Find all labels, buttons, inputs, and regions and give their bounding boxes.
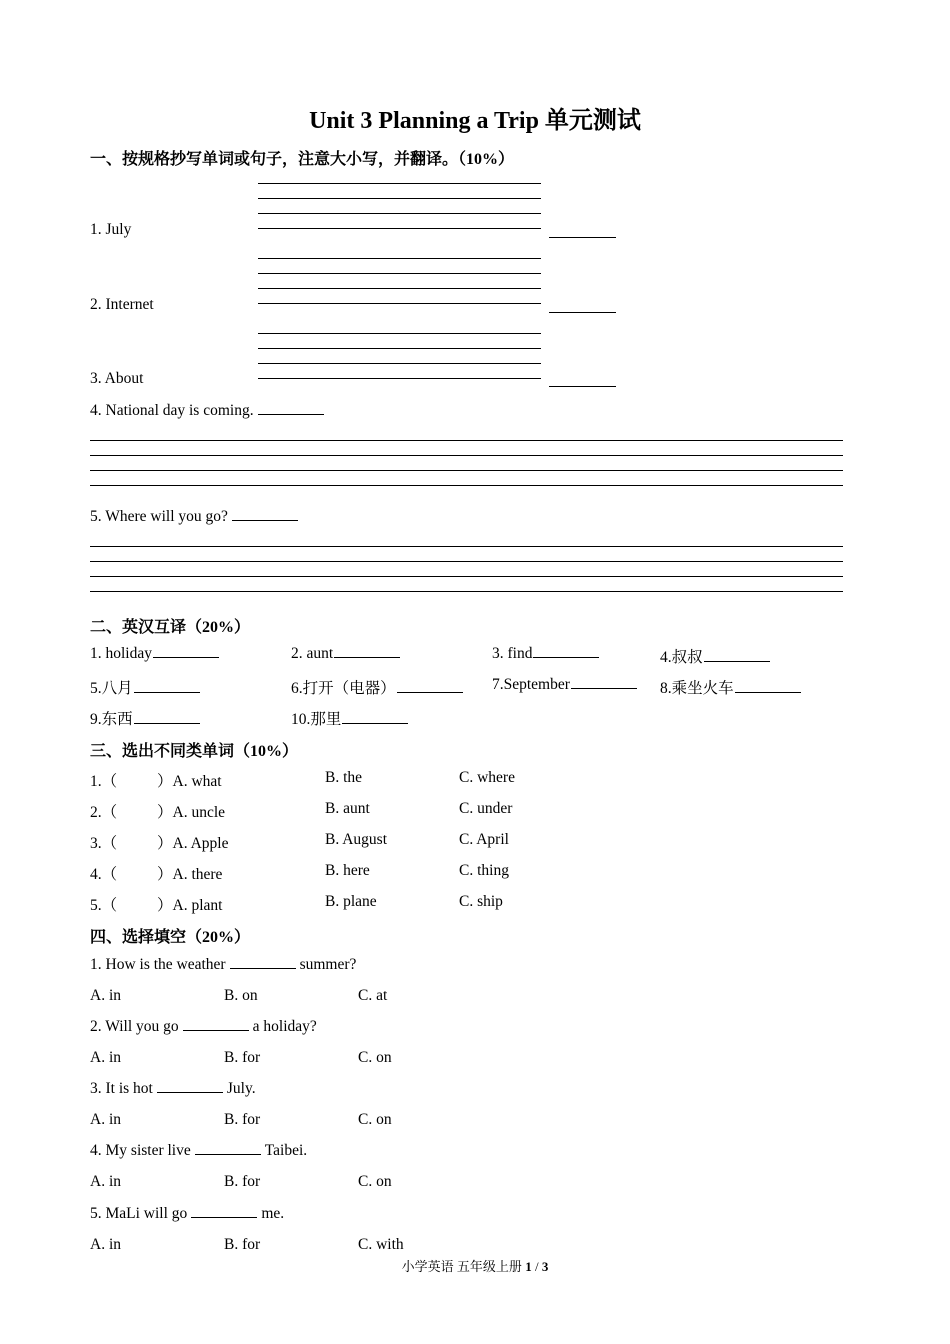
fill-option-b-2[interactable]: B. for xyxy=(224,1049,261,1066)
fill-question-3 xyxy=(90,1080,256,1098)
fill-question-3-after: July. xyxy=(226,1080,256,1097)
fill-question-2 xyxy=(90,1018,317,1036)
translate-blank-8[interactable] xyxy=(735,680,801,693)
translate-blank-4[interactable] xyxy=(704,649,770,662)
odd-one-num-1: 1.（ xyxy=(90,773,118,790)
odd-one-num-3: 3.（ xyxy=(90,835,118,852)
translate-blank-5[interactable] xyxy=(134,680,200,693)
odd-one-option-a-2[interactable]: ）A. uncle xyxy=(157,804,226,821)
section-2-heading: 二、英汉互译（20%） xyxy=(90,619,251,636)
odd-one-option-b-5[interactable]: B. plane xyxy=(325,893,377,910)
fill-blank-5[interactable] xyxy=(191,1205,257,1218)
copy-lines-5[interactable] xyxy=(90,546,843,594)
copy-lines-4[interactable] xyxy=(90,440,843,488)
section-3-heading: 三、选出不同类单词（10%） xyxy=(90,743,299,760)
odd-one-option-b-3[interactable]: B. August xyxy=(325,831,388,848)
odd-one-option-b-2[interactable]: B. aunt xyxy=(325,800,370,817)
fill-option-c-1[interactable]: C. at xyxy=(358,987,388,1004)
translate-item-5-label: 5.八月 xyxy=(90,680,133,697)
translate-item-9-label: 9.东西 xyxy=(90,711,133,728)
page-total: 3 xyxy=(541,1259,549,1274)
odd-one-option-a-4[interactable]: ）A. there xyxy=(157,866,223,883)
translate-item-3-label: 3. find xyxy=(492,645,533,662)
word-internet: 2. Internet xyxy=(90,296,154,313)
copy-lines-2[interactable] xyxy=(258,258,541,306)
page-title: Unit 3 Planning a Trip 单元测试 xyxy=(309,108,641,134)
fill-blank-4[interactable] xyxy=(195,1142,261,1155)
fill-option-c-2[interactable]: C. on xyxy=(358,1049,392,1066)
translate-item-5 xyxy=(90,676,200,698)
translate-blank-7[interactable] xyxy=(571,676,637,689)
sentence-4-text: 4. National day is coming. xyxy=(90,402,254,419)
fill-option-c-4[interactable]: C. on xyxy=(358,1173,392,1190)
fill-option-c-5[interactable]: C. with xyxy=(358,1236,404,1253)
odd-one-option-b-1[interactable]: B. the xyxy=(325,769,363,786)
translate-item-4 xyxy=(660,645,770,667)
fill-option-a-3[interactable]: A. in xyxy=(90,1111,121,1128)
fill-question-5 xyxy=(90,1205,284,1223)
translate-blank-10[interactable] xyxy=(342,711,408,724)
odd-one-option-c-4[interactable]: C. thing xyxy=(459,862,509,879)
odd-one-num-5: 5.（ xyxy=(90,897,118,914)
fill-option-a-5[interactable]: A. in xyxy=(90,1236,121,1253)
page-footer xyxy=(0,1256,950,1275)
odd-one-option-c-1[interactable]: C. where xyxy=(459,769,515,786)
fill-blank-3[interactable] xyxy=(157,1080,223,1093)
translate-item-2-label: 2. aunt xyxy=(291,645,334,662)
fill-option-a-4[interactable]: A. in xyxy=(90,1173,121,1190)
odd-one-option-c-5[interactable]: C. ship xyxy=(459,893,503,910)
odd-one-option-a-3[interactable]: ）A. Apple xyxy=(157,835,229,852)
fill-option-a-1[interactable]: A. in xyxy=(90,987,121,1004)
fill-question-2-after: a holiday? xyxy=(252,1018,317,1035)
word-about: 3. About xyxy=(90,370,144,387)
word-july: 1. July xyxy=(90,221,132,238)
odd-one-option-c-2[interactable]: C. under xyxy=(459,800,513,817)
fill-question-1-before: 1. How is the weather xyxy=(90,956,226,973)
odd-one-num-2: 2.（ xyxy=(90,804,118,821)
page-separator: / xyxy=(534,1259,539,1274)
translate-blank-6[interactable] xyxy=(397,680,463,693)
odd-one-option-a-1[interactable]: ）A. what xyxy=(157,773,222,790)
fill-option-b-1[interactable]: B. on xyxy=(224,987,258,1004)
odd-one-option-a-5[interactable]: ）A. plant xyxy=(157,897,223,914)
translation-blank-2[interactable] xyxy=(549,299,616,313)
translate-blank-2[interactable] xyxy=(334,645,400,658)
translate-blank-1[interactable] xyxy=(153,645,219,658)
fill-option-b-4[interactable]: B. for xyxy=(224,1173,261,1190)
translate-blank-9[interactable] xyxy=(134,711,200,724)
fill-question-5-after: me. xyxy=(261,1205,285,1222)
translate-item-10 xyxy=(291,707,408,729)
sentence-5-text: 5. Where will you go? xyxy=(90,508,228,525)
fill-question-4-after: Taibei. xyxy=(264,1142,308,1159)
fill-blank-1[interactable] xyxy=(230,956,296,969)
translate-item-10-label: 10.那里 xyxy=(291,711,342,728)
section-4-heading: 四、选择填空（20%） xyxy=(90,929,251,946)
fill-option-b-3[interactable]: B. for xyxy=(224,1111,261,1128)
translate-item-7 xyxy=(492,676,637,694)
translate-item-8-label: 8.乘坐火车 xyxy=(660,680,734,697)
copy-lines-3[interactable] xyxy=(258,333,541,381)
translation-blank-3[interactable] xyxy=(549,373,616,387)
footer-text: 小学英语 五年级上册 xyxy=(401,1259,522,1274)
sentence-5 xyxy=(90,508,298,526)
translation-blank-1[interactable] xyxy=(549,224,616,238)
translate-item-6-label: 6.打开（电器） xyxy=(291,680,396,697)
translate-item-4-label: 4.叔叔 xyxy=(660,649,703,666)
fill-option-a-2[interactable]: A. in xyxy=(90,1049,121,1066)
translate-item-1-label: 1. holiday xyxy=(90,645,152,662)
sentence-4 xyxy=(90,402,324,420)
fill-option-c-3[interactable]: C. on xyxy=(358,1111,392,1128)
translate-item-8 xyxy=(660,676,801,698)
fill-question-1-after: summer? xyxy=(299,956,357,973)
odd-one-option-b-4[interactable]: B. here xyxy=(325,862,370,879)
translate-item-9 xyxy=(90,707,200,729)
copy-lines-1[interactable] xyxy=(258,183,541,231)
translation-blank-4[interactable] xyxy=(258,402,324,415)
translate-item-1 xyxy=(90,645,219,663)
section-1-heading: 一、按规格抄写单词或句子，注意大小写，并翻译。（10%） xyxy=(90,151,515,168)
fill-blank-2[interactable] xyxy=(183,1018,249,1031)
odd-one-option-c-3[interactable]: C. April xyxy=(459,831,509,848)
odd-one-num-4: 4.（ xyxy=(90,866,118,883)
page-number: 1 xyxy=(525,1259,532,1274)
translate-item-3 xyxy=(492,645,599,663)
fill-question-5-before: 5. MaLi will go xyxy=(90,1205,188,1222)
translate-item-7-label: 7.September xyxy=(492,676,570,693)
translate-blank-3[interactable] xyxy=(533,645,599,658)
fill-question-4 xyxy=(90,1142,307,1160)
fill-question-2-before: 2. Will you go xyxy=(90,1018,179,1035)
fill-question-3-before: 3. It is hot xyxy=(90,1080,153,1097)
translate-item-2 xyxy=(291,645,400,663)
translation-blank-5[interactable] xyxy=(232,508,298,521)
fill-question-1 xyxy=(90,956,356,974)
fill-question-4-before: 4. My sister live xyxy=(90,1142,191,1159)
translate-item-6 xyxy=(291,676,463,698)
fill-option-b-5[interactable]: B. for xyxy=(224,1236,261,1253)
